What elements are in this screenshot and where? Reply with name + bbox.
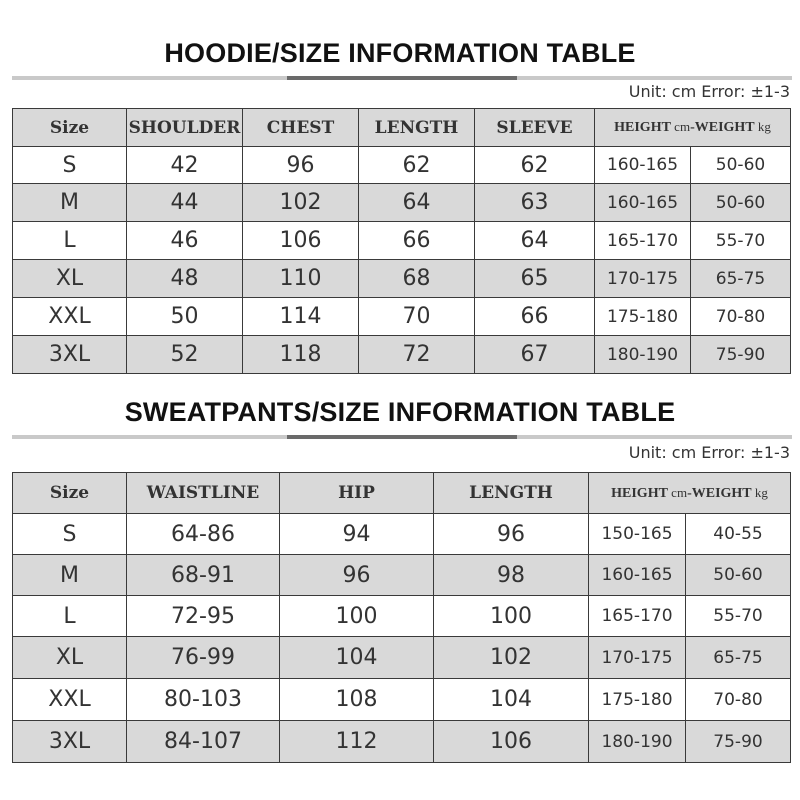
waistline-cell: 68-91 <box>127 555 280 596</box>
height-cell: 170-175 <box>595 260 691 298</box>
waistline-cell: 84-107 <box>127 721 280 763</box>
hoodie-hw-cm: cm <box>674 119 691 134</box>
hoodie-header-sleeve: SLEEVE <box>475 109 595 147</box>
waistline-cell: 80-103 <box>127 679 280 721</box>
height-cell: 165-170 <box>595 222 691 260</box>
table-row <box>13 260 791 298</box>
hoodie-header-shoulder: SHOULDER <box>127 109 243 147</box>
sleeve-cell: 63 <box>475 184 595 222</box>
length-cell: 70 <box>359 298 475 336</box>
table-row <box>13 721 791 763</box>
hoodie-hw-weight: -WEIGHT <box>690 120 755 135</box>
height-cell: 160-165 <box>589 555 686 596</box>
hoodie-header-height-weight <box>595 109 791 147</box>
waistline-cell: 64-86 <box>127 514 280 555</box>
length-cell: 96 <box>434 514 589 555</box>
hoodie-header-length: LENGTH <box>359 109 475 147</box>
sweatpants-header-hip: HIP <box>280 473 434 514</box>
hoodie-hw-height: HEIGHT <box>614 120 671 135</box>
table-row <box>13 637 791 679</box>
hoodie-header-chest: CHEST <box>243 109 359 147</box>
chest-cell: 102 <box>243 184 359 222</box>
sweatpants-title: SWEATPANTS/SIZE INFORMATION TABLE <box>124 397 676 427</box>
weight-cell: 70-80 <box>691 298 791 336</box>
length-cell: 102 <box>434 637 589 679</box>
length-cell: 104 <box>434 679 589 721</box>
height-cell: 165-170 <box>589 596 686 637</box>
hoodie-title: HOODIE/SIZE INFORMATION TABLE <box>164 38 636 68</box>
size-cell: M <box>13 555 127 596</box>
sweatpants-header-size: Size <box>13 473 127 514</box>
shoulder-cell: 52 <box>127 336 243 374</box>
table-row <box>13 298 791 336</box>
size-cell: XXL <box>13 298 127 336</box>
weight-cell: 75-90 <box>691 336 791 374</box>
height-cell: 170-175 <box>589 637 686 679</box>
length-cell: 72 <box>359 336 475 374</box>
size-cell: XL <box>13 260 127 298</box>
sweatpants-hw-weight: -WEIGHT <box>687 485 752 501</box>
hoodie-unit-note: Unit: cm Error: ±1-3 <box>628 82 790 101</box>
hoodie-header-row <box>13 109 791 147</box>
sleeve-cell: 67 <box>475 336 595 374</box>
weight-cell: 55-70 <box>691 222 791 260</box>
size-cell: L <box>13 596 127 637</box>
table-row <box>13 679 791 721</box>
table-row <box>13 147 791 184</box>
table-row <box>13 336 791 374</box>
hoodie-title-rule <box>12 76 792 80</box>
hip-cell: 96 <box>280 555 434 596</box>
size-cell: 3XL <box>13 721 127 763</box>
height-cell: 150-165 <box>589 514 686 555</box>
weight-cell: 65-75 <box>686 637 791 679</box>
table-row <box>13 596 791 637</box>
height-cell: 160-165 <box>595 184 691 222</box>
length-cell: 68 <box>359 260 475 298</box>
table-row <box>13 222 791 260</box>
sleeve-cell: 65 <box>475 260 595 298</box>
shoulder-cell: 42 <box>127 147 243 184</box>
chest-cell: 118 <box>243 336 359 374</box>
size-cell: XXL <box>13 679 127 721</box>
sweatpants-title-rule <box>12 435 792 439</box>
hoodie-header-size: Size <box>13 109 127 147</box>
table-row <box>13 514 791 555</box>
length-cell: 98 <box>434 555 589 596</box>
size-cell: L <box>13 222 127 260</box>
height-cell: 180-190 <box>589 721 686 763</box>
length-cell: 64 <box>359 184 475 222</box>
shoulder-cell: 48 <box>127 260 243 298</box>
sweatpants-header-waistline: WAISTLINE <box>127 473 280 514</box>
table-row <box>13 555 791 596</box>
weight-cell: 50-60 <box>691 184 791 222</box>
hip-cell: 108 <box>280 679 434 721</box>
hoodie-title-rule-accent <box>287 76 517 80</box>
shoulder-cell: 44 <box>127 184 243 222</box>
hoodie-size-table <box>12 108 791 374</box>
size-cell: S <box>13 514 127 555</box>
sweatpants-header-length: LENGTH <box>434 473 589 514</box>
weight-cell: 50-60 <box>691 147 791 184</box>
size-cell: M <box>13 184 127 222</box>
table-row <box>13 184 791 222</box>
sweatpants-hw-height: HEIGHT <box>611 485 668 501</box>
height-cell: 175-180 <box>589 679 686 721</box>
length-cell: 100 <box>434 596 589 637</box>
weight-cell: 70-80 <box>686 679 791 721</box>
chest-cell: 96 <box>243 147 359 184</box>
hip-cell: 94 <box>280 514 434 555</box>
hip-cell: 104 <box>280 637 434 679</box>
weight-cell: 50-60 <box>686 555 791 596</box>
shoulder-cell: 46 <box>127 222 243 260</box>
size-cell: XL <box>13 637 127 679</box>
sleeve-cell: 66 <box>475 298 595 336</box>
hip-cell: 100 <box>280 596 434 637</box>
length-cell: 66 <box>359 222 475 260</box>
waistline-cell: 72-95 <box>127 596 280 637</box>
sleeve-cell: 64 <box>475 222 595 260</box>
sweatpants-hw-cm: cm <box>671 484 688 500</box>
height-cell: 175-180 <box>595 298 691 336</box>
size-cell: 3XL <box>13 336 127 374</box>
size-cell: S <box>13 147 127 184</box>
weight-cell: 40-55 <box>686 514 791 555</box>
shoulder-cell: 50 <box>127 298 243 336</box>
weight-cell: 75-90 <box>686 721 791 763</box>
sweatpants-hw-kg: kg <box>754 484 768 500</box>
length-cell: 106 <box>434 721 589 763</box>
length-cell: 62 <box>359 147 475 184</box>
waistline-cell: 76-99 <box>127 637 280 679</box>
height-cell: 160-165 <box>595 147 691 184</box>
weight-cell: 65-75 <box>691 260 791 298</box>
chest-cell: 114 <box>243 298 359 336</box>
chest-cell: 110 <box>243 260 359 298</box>
chest-cell: 106 <box>243 222 359 260</box>
sweatpants-unit-note: Unit: cm Error: ±1-3 <box>628 443 790 462</box>
hip-cell: 112 <box>280 721 434 763</box>
sleeve-cell: 62 <box>475 147 595 184</box>
hoodie-hw-kg: kg <box>757 119 771 134</box>
sweatpants-header-row <box>13 473 791 514</box>
sweatpants-header-height-weight <box>589 473 791 514</box>
sweatpants-size-table <box>12 472 791 763</box>
height-cell: 180-190 <box>595 336 691 374</box>
weight-cell: 55-70 <box>686 596 791 637</box>
sweatpants-title-rule-accent <box>287 435 517 439</box>
